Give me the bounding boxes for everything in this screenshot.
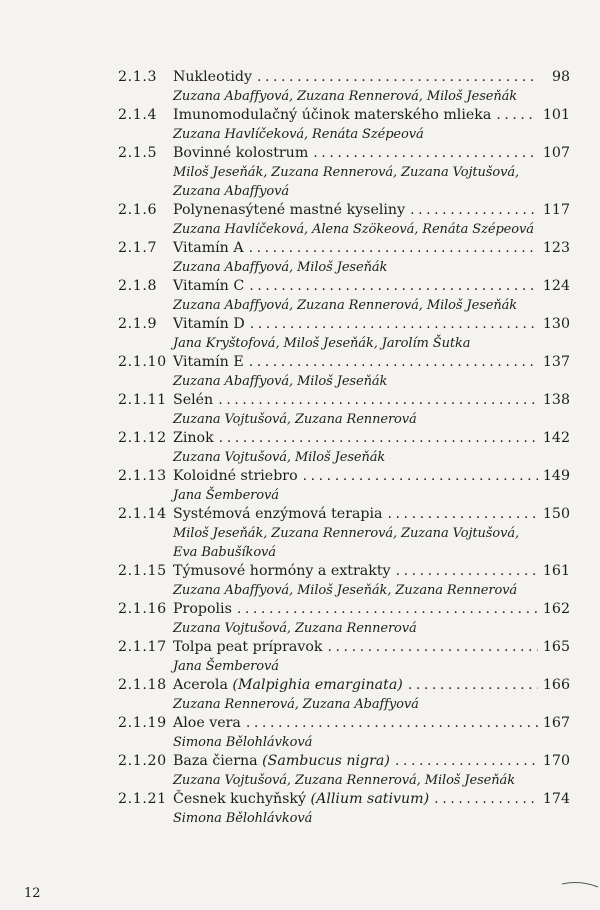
section-title-text: Zinok [173,430,214,446]
section-title [173,201,405,220]
toc-entry-line [118,429,570,448]
section-number: 2.1.13 [118,468,167,484]
section-title [173,239,244,258]
section-title-text: Vitamín A [173,240,244,256]
page-reference: 170 [542,753,570,769]
section-title-latin: (Allium sativum) [310,791,430,807]
section-authors: Zuzana Vojtušová, Zuzana Rennerová [173,412,417,427]
dot-leader [408,676,538,695]
section-title-text: Systémová enzýmová terapia [173,506,383,522]
section-title [173,144,308,163]
page-reference: 165 [542,639,570,655]
toc-entry-line [118,106,570,125]
section-number: 2.1.8 [118,278,158,294]
section-title [173,638,323,657]
dot-leader [328,638,538,657]
section-title [173,68,252,87]
toc-entry-line [118,277,570,296]
toc-entry [118,239,570,277]
toc-entry [118,429,570,467]
section-title-text: Aloe vera [173,715,241,731]
dot-leader [410,201,538,220]
section-authors: Simona Bělohlávková [173,735,313,750]
section-number: 2.1.3 [118,69,158,85]
section-title-text: Acerola [173,677,233,693]
page-reference: 167 [542,715,570,731]
section-number: 2.1.20 [118,753,167,769]
toc-entry [118,201,570,239]
section-title [173,315,245,334]
section-authors: Miloš Jeseňák, Zuzana Rennerová, Zuzana Vojtušová, [173,165,520,180]
section-title-latin: (Sambucus nigra) [262,753,390,769]
page-reference: 98 [551,69,570,85]
page-reference: 138 [542,392,570,408]
section-title [173,714,241,733]
toc-entry [118,391,570,429]
section-title-text: Baza čierna [173,753,263,769]
toc-entry [118,714,570,752]
dot-leader [219,429,538,448]
section-number: 2.1.12 [118,430,167,446]
section-authors: Jana Kryštofová, Miloš Jeseňák, Jarolím Šutka [173,336,471,351]
toc-entry-line [118,353,570,372]
dot-leader [434,790,538,809]
toc-entry [118,562,570,600]
dot-leader [395,752,538,771]
section-title-text: Tolpa peat prípravok [173,639,323,655]
section-title [173,600,232,619]
page-reference: 174 [542,791,570,807]
toc-entry-line [118,68,570,87]
toc-entry [118,752,570,790]
section-title-text: Imunomodulačný účinok materského mlieka [173,107,492,123]
section-number: 2.1.5 [118,145,158,161]
section-title [173,676,403,695]
section-authors: Jana Šemberová [173,659,279,674]
toc-entry-line [118,790,570,809]
toc-entry-line [118,600,570,619]
section-number: 2.1.7 [118,240,158,256]
page-edge-curl [560,878,600,892]
dot-leader [218,391,538,410]
dot-leader [303,467,538,486]
section-title-text: Vitamín E [173,354,244,370]
section-title [173,467,298,486]
section-authors: Zuzana Vojtušová, Miloš Jeseňák [173,450,386,465]
page-reference: 150 [542,506,570,522]
dot-leader [249,239,538,258]
dot-leader [313,144,538,163]
page-reference: 123 [542,240,570,256]
toc-entry-line [118,714,570,733]
page-reference: 130 [542,316,570,332]
section-title [173,505,383,524]
page-reference: 142 [542,430,570,446]
section-authors: Zuzana Abaffyová [173,184,290,199]
dot-leader [496,106,538,125]
section-authors: Zuzana Vojtušová, Zuzana Rennerová, Miloš Jeseňák [173,773,515,788]
section-number: 2.1.9 [118,316,158,332]
section-number: 2.1.4 [118,107,158,123]
section-authors: Zuzana Abaffyová, Miloš Jeseňák [173,374,388,389]
section-title [173,429,214,448]
toc-entry [118,68,570,106]
section-authors: Eva Babušíková [173,545,276,560]
section-title-text: Propolis [173,601,232,617]
dot-leader [249,277,538,296]
toc-entry-line [118,562,570,581]
dot-leader [250,315,538,334]
toc-entry-line [118,638,570,657]
toc-entry [118,676,570,714]
toc-entry-line [118,391,570,410]
dot-leader [388,505,538,524]
toc-entry [118,277,570,315]
section-authors: Zuzana Havlíčeková, Alena Szökeová, Renáta Szépeová [173,222,534,237]
toc-entry-line [118,752,570,771]
section-title-text: Bovinné kolostrum [173,145,309,161]
toc-entry-line [118,315,570,334]
section-authors: Jana Šemberová [173,488,279,503]
toc-entry [118,790,570,828]
page-reference: 137 [542,354,570,370]
toc-entry-line [118,239,570,258]
toc-entry [118,144,570,201]
section-title-text: Vitamín D [173,316,245,332]
section-title-text: Vitamín C [173,278,245,294]
section-authors: Zuzana Havlíčeková, Renáta Szépeová [173,127,424,142]
section-number: 2.1.17 [118,639,167,655]
toc-entry-line [118,676,570,695]
section-authors: Miloš Jeseňák, Zuzana Rennerová, Zuzana Vojtušová, [173,526,520,541]
page-reference: 107 [542,145,570,161]
section-authors: Zuzana Rennerová, Zuzana Abaffyová [173,697,419,712]
section-number: 2.1.6 [118,202,158,218]
toc-entry-line [118,505,570,524]
section-number: 2.1.14 [118,506,167,522]
dot-leader [257,68,539,87]
toc-entry [118,467,570,505]
toc-entry [118,353,570,391]
section-number: 2.1.18 [118,677,167,693]
toc-entry-line [118,144,570,163]
toc-entry [118,600,570,638]
section-number: 2.1.15 [118,563,167,579]
section-title [173,562,391,581]
section-number: 2.1.19 [118,715,167,731]
page-reference: 124 [542,278,570,294]
toc-entry [118,315,570,353]
page-reference: 166 [542,677,570,693]
section-title-text: Polynenasýtené mastné kyseliny [173,202,406,218]
section-number: 2.1.10 [118,354,167,370]
section-title [173,391,213,410]
section-title-text: Nukleotidy [173,69,252,85]
toc-entry [118,505,570,562]
page-reference: 101 [542,107,570,123]
toc-entry [118,106,570,144]
section-title [173,106,491,125]
section-title-text: Týmusové hormóny a extrakty [173,563,391,579]
dot-leader [396,562,538,581]
section-number: 2.1.11 [118,392,167,408]
page-reference: 149 [542,468,570,484]
table-of-contents [118,68,570,828]
section-title [173,790,429,809]
section-authors: Zuzana Vojtušová, Zuzana Rennerová [173,621,417,636]
toc-entry [118,638,570,676]
section-authors: Zuzana Abaffyová, Miloš Jeseňák [173,260,388,275]
page-reference: 161 [542,563,570,579]
page-reference: 117 [542,202,570,218]
dot-leader [249,353,538,372]
section-title-text: Česnek kuchyňský [173,791,311,807]
section-authors: Zuzana Abaffyová, Zuzana Rennerová, Miloš Jeseňák [173,89,518,104]
section-authors: Zuzana Abaffyová, Miloš Jeseňák, Zuzana Rennerová [173,583,518,598]
section-title [173,353,244,372]
page-number: 12 [24,886,41,901]
section-number: 2.1.16 [118,601,167,617]
section-title-latin: (Malpighia emarginata) [232,677,403,693]
dot-leader [246,714,538,733]
dot-leader [237,600,538,619]
section-title-text: Koloidné striebro [173,468,298,484]
page-reference: 162 [542,601,570,617]
section-title-text: Selén [173,392,214,408]
toc-entry-line [118,467,570,486]
section-title [173,277,244,296]
section-authors: Zuzana Abaffyová, Zuzana Rennerová, Miloš Jeseňák [173,298,518,313]
section-number: 2.1.21 [118,791,167,807]
section-title [173,752,390,771]
toc-entry-line [118,201,570,220]
section-authors: Simona Bělohlávková [173,811,313,826]
